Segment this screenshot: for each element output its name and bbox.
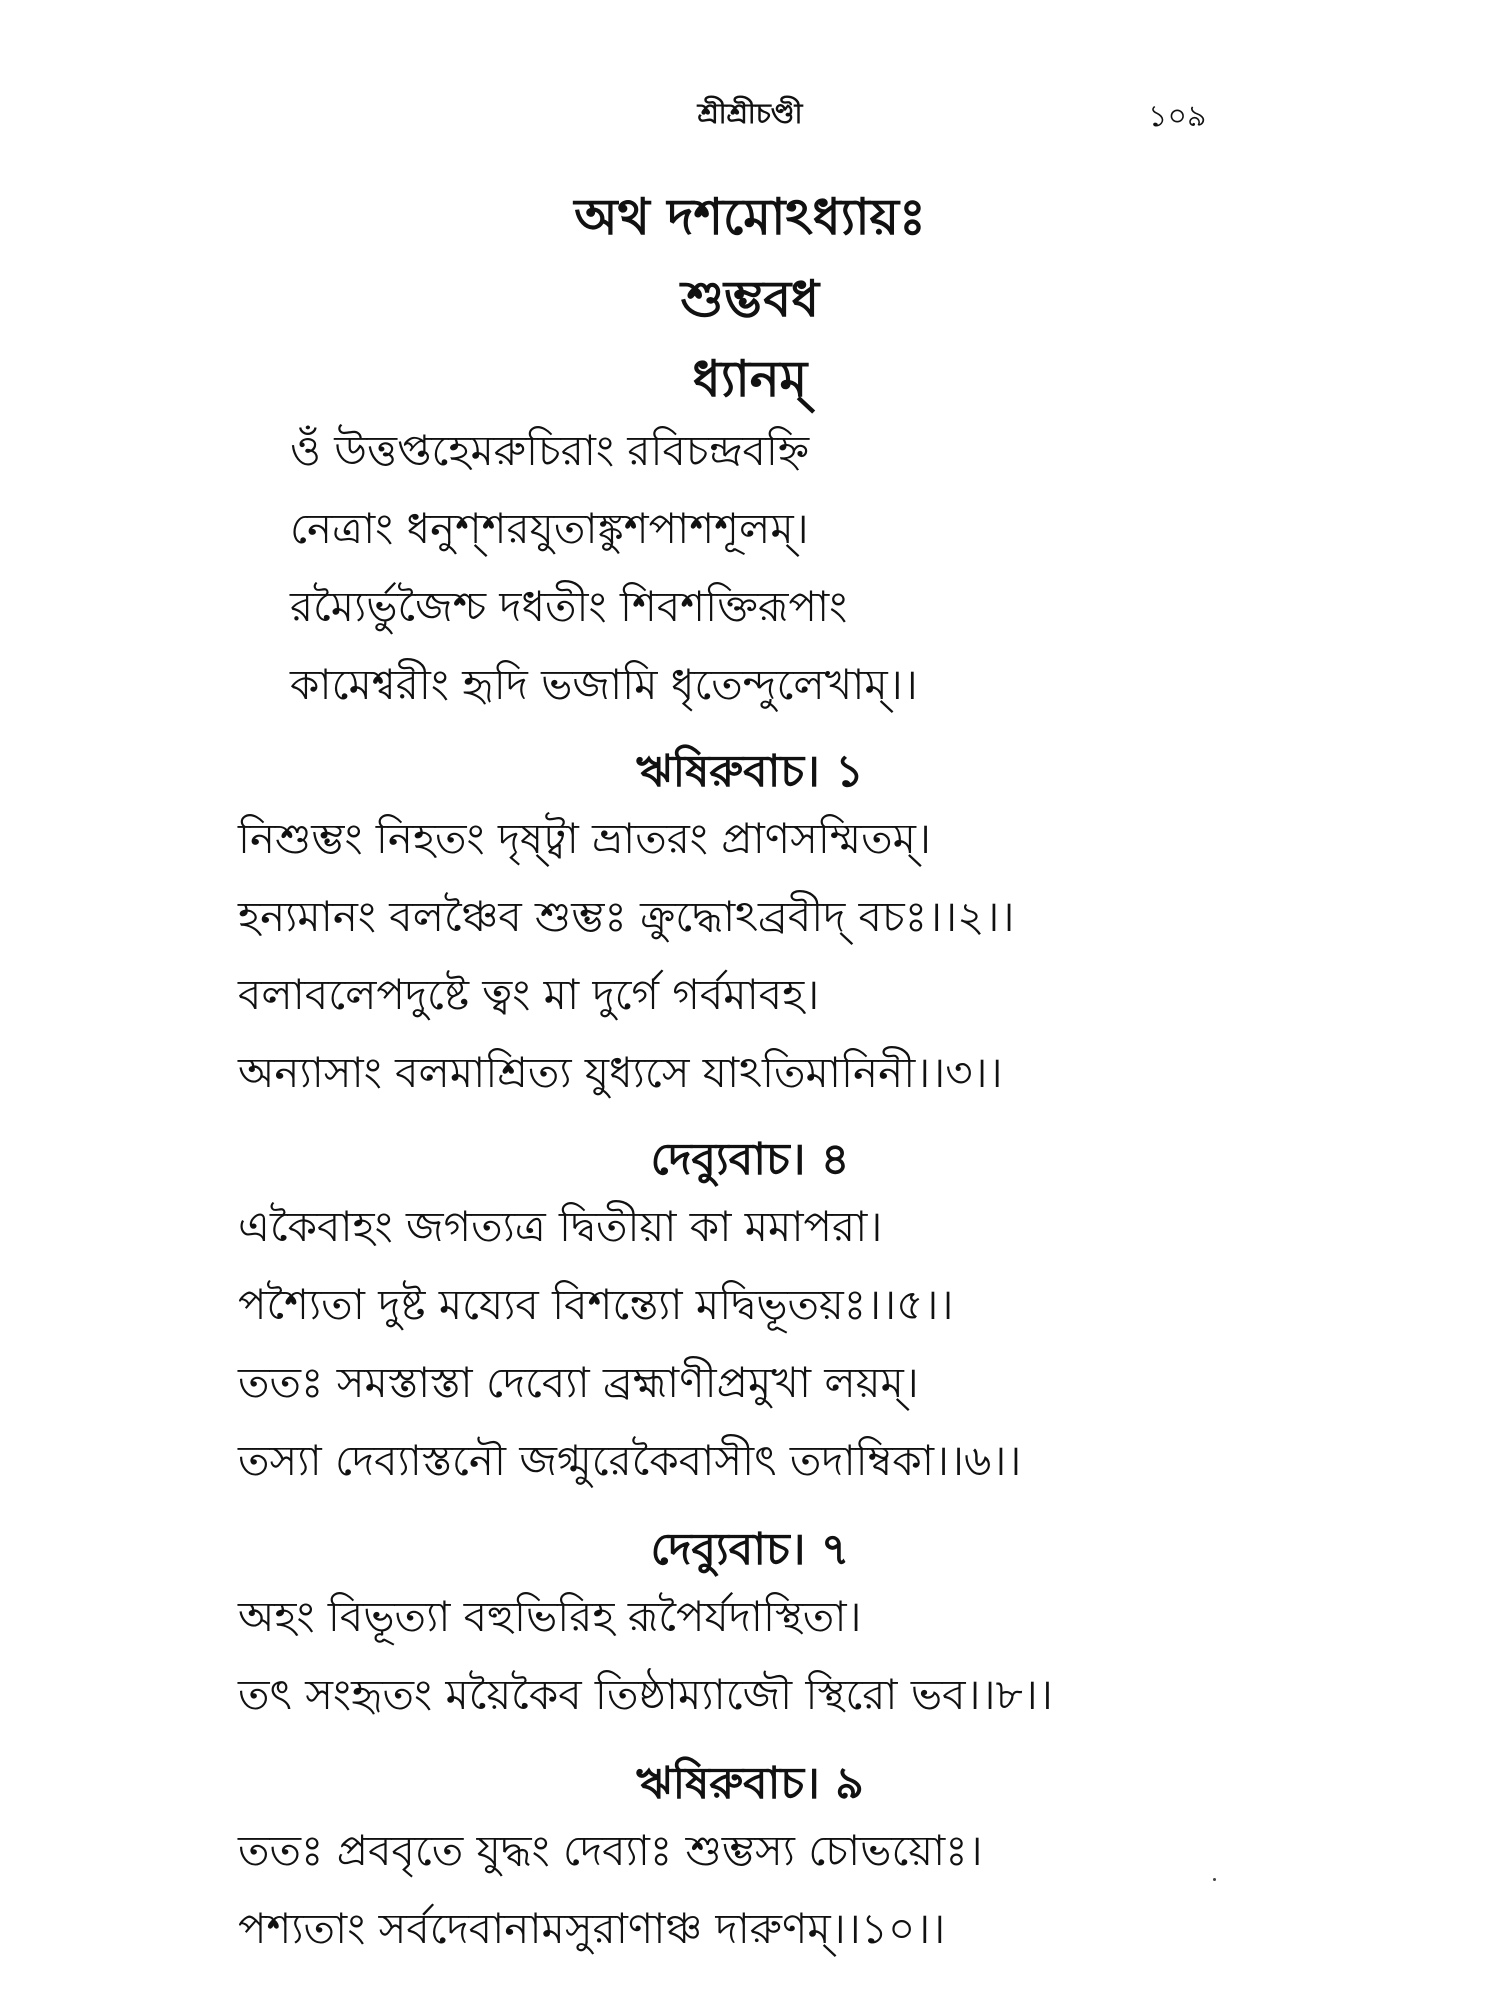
dhyana-line: রম্যৈর্ভুজৈশ্চ দধতীং শিবশক্তিরূপাং — [290, 582, 848, 631]
chapter-subtitle: শুম্ভবধ — [680, 269, 820, 328]
verse-line: পশ্যতাং সর্বদেবানামসুরাণাঞ্চ দারুণম্।।১০।। — [238, 1904, 946, 1953]
verse-line: ততঃ প্রববৃতে যুদ্ধং দেব্যাঃ শুম্ভস্য চোভয়োঃ। — [238, 1826, 983, 1875]
dhyana-line: নেত্রাং ধনুশ্শরযুতাঙ্কুশপাশশূলম্। — [290, 504, 809, 553]
verse-line: ততঃ সমস্তাস্তা দেব্যো ব্রহ্মাণীপ্রমুখা লয়ম্। — [238, 1358, 919, 1407]
speaker-heading: দেব্যুবাচ। ৪ — [650, 1134, 850, 1185]
verse-line: তস্যা দেব্যাস্তনৌ জগ্মুরেকৈবাসীৎ তদাম্বিকা।।৬।। — [238, 1436, 1022, 1485]
dhyana-line: ওঁ উত্তপ্তহেমরুচিরাং রবিচন্দ্রবহ্নি — [290, 426, 810, 475]
chapter-title: অথ দশমোঽধ্যায়ঃ — [574, 187, 926, 246]
verse-line: অন্যাসাং বলমাশ্রিত্য যুধ্যসে যাঽতিমানিনী।।৩।। — [238, 1048, 1003, 1097]
page-number: ১০৯ — [1148, 99, 1207, 134]
speaker-heading: ঋষিরুবাচ। ৯ — [636, 1758, 864, 1809]
verse-line: একৈবাহং জগত্যত্র দ্বিতীয়া কা মমাপরা। — [238, 1202, 883, 1251]
verse-line: বলাবলেপদুষ্টে ত্বং মা দুর্গে গর্বমাবহ। — [238, 970, 820, 1019]
dhyanam-heading: ধ্যানম্ — [692, 349, 808, 408]
scan-speck — [1213, 1878, 1216, 1881]
running-title: শ্রীশ্রীচণ্ডী — [697, 97, 803, 130]
verse-line: হন্যমানং বলঞ্চৈব শুম্ভঃ ক্রুদ্ধোঽব্রবীদ্ বচঃ।।২।। — [238, 892, 1015, 941]
speaker-heading: দেব্যুবাচ। ৭ — [650, 1524, 850, 1575]
verse-line: অহং বিভূত্যা বহুভিরিহ রূপৈর্যদাস্থিতা। — [238, 1592, 862, 1641]
verse-line: পশ্যৈতা দুষ্ট ময্যেব বিশন্ত্যো মদ্বিভূতয়ঃ।।৫।। — [238, 1280, 954, 1329]
dhyana-line: কামেশ্বরীং হৃদি ভজামি ধৃতেন্দুলেখাম্।। — [290, 660, 918, 709]
speaker-heading: ঋষিরুবাচ। ১ — [636, 746, 864, 797]
verse-line: নিশুম্ভং নিহতং দৃষ্ট্বা ভ্রাতরং প্রাণসম্মিতম্। — [238, 814, 931, 863]
verse-line: তৎ সংহৃতং ময়ৈকৈব তিষ্ঠাম্যাজৌ স্থিরো ভব।।৮।। — [238, 1670, 1053, 1719]
